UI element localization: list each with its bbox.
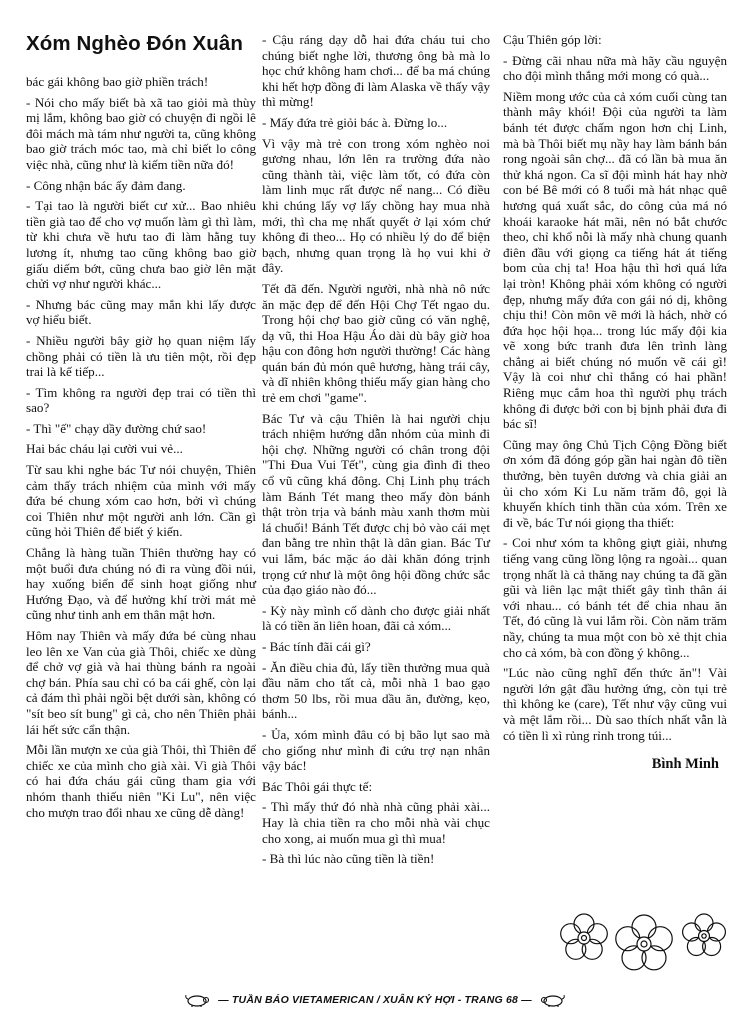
paragraph: - Nhiều người bây giờ họ quan niệm lấy chồng phải có tiền là ưu tiên một, rồi đẹp trai là kế tiếp... bbox=[26, 332, 256, 380]
paragraph: - Công nhận bác ấy đảm đang. bbox=[26, 177, 186, 193]
pig-icon bbox=[184, 993, 210, 1007]
column-1-body bbox=[26, 74, 256, 820]
paragraph: - Thì "ế" chạy dầy đường chứ sao! bbox=[26, 420, 207, 436]
paragraph: Cậu Thiên góp lời: bbox=[503, 32, 602, 47]
paragraph: - Đừng cãi nhau nữa mà hãy cầu nguyện cho đội mình thắng mới mong có quà... bbox=[503, 52, 727, 84]
paragraph: Bác Tư và cậu Thiên là hai người chịu trách nhiệm hướng dẫn nhóm của mình đi hội chợ. Những người có chân trong đội "Thi Đua Vui Tết", cùng gia đình đi theo cổ vũ cũng khá đông. Chị Linh phụ trách làm Bánh Tét mang theo mấy đòn bánh thật tròn trịa và bánh màu xanh thơm mùi lá chuối! Bánh Tết được chị bỏ vào cái mẹt đan bằng tre nhìn thật là dân gian. Bác Tư vui lắm, bác mặc áo dài khăn đóng trịnh trọng cứ như là một ông hội đồng chức sắc của đạo giáo nào đó... bbox=[262, 410, 490, 598]
pig-icon bbox=[540, 993, 566, 1007]
flowers-icon bbox=[558, 898, 728, 978]
column-2 bbox=[262, 32, 490, 872]
paragraph: - Tìm không ra người đẹp trai có tiền thì sao? bbox=[26, 384, 256, 416]
paragraph: Mỗi lần mượn xe của già Thôi, thì Thiên để chiếc xe của mình cho già xài. Vì già Thôi có hai đứa cháu gái cũng tham gia với nhóm thanh thiếu niên "Ki Lu", nên việc cho mượn trao đổi nhau xe cũng dễ dàng! bbox=[26, 742, 256, 820]
paragraph: - Bác tính đãi cái gì? bbox=[262, 638, 371, 654]
column-3-body bbox=[503, 32, 727, 743]
footer-text: — TUẦN BÁO VIETAMERICAN / XUÂN KỶ HỢI - TRANG 68 — bbox=[218, 994, 532, 1006]
paragraph: bác gái không bao giờ phiền trách! bbox=[26, 74, 209, 89]
paragraph: - Nhưng bác cũng may mắn khi lấy được vợ hiểu biết. bbox=[26, 296, 256, 328]
column-2-body bbox=[262, 32, 490, 867]
column-3 bbox=[503, 32, 727, 773]
paragraph: Tết đã đến. Người người, nhà nhà nô nức ăn mặc đẹp để đến Hội Chợ Tết ngao du. Trong hội chợ bao giờ cũng có văn nghệ, dạ vũ, thi Hoa Hậu Áo dài dù bây giờ hoa hậu con đông hơn người thường! Các hàng quán bán đủ món quê hương, hàng trái cây, và dĩ nhiên không thiếu mấy gian hàng cho trẻ em chơi "game". bbox=[262, 280, 490, 406]
paragraph: Cũng may ông Chủ Tịch Cộng Đồng biết ơn xóm đã đóng góp gần hai ngàn đô tiền thưởng, bèn tuyên dương và chia giải an ủi cho xóm Ki Lu năm trăm đô, gọi là khuyến khích tinh thần của xóm. Trên xe đi về, bác Tư nói giọng tha thiết: bbox=[503, 436, 727, 530]
paragraph: Hôm nay Thiên và mấy đứa bé cùng nhau leo lên xe Van của già Thôi, chiếc xe dùng để chở vợ già và hai thùng bánh ra ngoài chợ bán. Phía sau chỉ có ba cái ghế, còn lại cả đám thì phải ngồi bệt dưới sàn, không có "sít beo sít bung" gì cả, cho nên Thiên phải lái hết sức cẩn thận. bbox=[26, 628, 256, 737]
paragraph: - Ăn điều chia đủ, lấy tiền thưởng mua quà đầu năm cho tất cả, mỗi nhà 1 bao gạo thơm 50 lbs, rồi mua dầu ăn, đường, kẹo, bánh... bbox=[262, 659, 490, 722]
article-title: Xóm Nghèo Đón Xuân bbox=[26, 32, 244, 55]
paragraph: "Lúc nào cũng nghĩ đến thức ăn"! Vài người lớn gật đầu hưởng ứng, còn tụi trẻ thì không ke (care), Tết như vậy cũng vui và mệt lắm rồi... Dù sao thích nhất vẫn là có tiền lì xì rủng rỉnh trong túi... bbox=[503, 665, 727, 743]
column-1 bbox=[26, 32, 256, 825]
paragraph: Bác Thôi gái thực tế: bbox=[262, 778, 373, 794]
paragraph: - Tại tao là người biết cư xử... Bao nhiêu tiền già tao để cho vợ muốn làm gì thì làm, từ khi chưa về hưu tao đi làm hằng tuy lương ít, nhưng tao cũng không bao giờ giấu diếm bớt, cũng chưa bao giờ lên mặt chửi vợ như người khác... bbox=[26, 198, 256, 292]
paragraph: - Bà thì lúc nào cũng tiền là tiền! bbox=[262, 851, 435, 867]
paragraph: - Coi như xóm ta không giựt giải, nhưng tiếng vang cũng lồng lộng ra ngoài... quan trọng nhất là cả thăng nay chúng ta đã gần gũi và liên lạc mật thiết gây tình thân ái với nhau... có bánh tét để chia nhau ăn Tết, đó cũng là vui lắm rồi. Còn năm trăm nầy, chúng ta mua một con bò xẻ thịt chia cho cả xóm, bà con đồng ý không... bbox=[503, 535, 727, 660]
paragraph: Chẳng là hàng tuần Thiên thường hay có một buổi đưa chúng nó đi ra vùng đồi núi, hay xuống biển để sinh hoạt giống như Hướng Đạo, và để hưởng khí trời mát mẻ cũng như tinh anh em thân mật hơn. bbox=[26, 545, 256, 623]
paragraph: Từ sau khi nghe bác Tư nói chuyện, Thiên cảm thấy trách nhiệm của mình với mấy đứa bé chung xóm cao hơn, bởi vì chúng coi Thiên như một người anh lớn. Cần gì cũng hỏi Thiên để biết ý kiến. bbox=[26, 462, 256, 540]
paragraph: - Cậu ráng dạy dỗ hai đứa cháu tui cho chúng biết nghe lời, thương ông bà mà lo học chứ không ham chơi... để ba má chúng khi hết hợp đồng đi làm Alaska về thấy vậy thì mừng! bbox=[262, 32, 490, 110]
paragraph: - Nói cho mấy biết bà xã tao giỏi mà thùy mị lắm, không bao giờ có chuyện đi ngồi lê đôi mách mà tám như người ta, cũng không bao giờ trách móc tao, mà chỉ biết lo công việc nhà, cũng như là kiếm tiền nữa đó! bbox=[26, 94, 256, 172]
author-signature: Bình Minh bbox=[651, 756, 719, 773]
page-footer bbox=[0, 991, 750, 1009]
paragraph: Hai bác cháu lại cười vui vẻ... bbox=[26, 441, 183, 457]
paragraph: - Thì mấy thứ đó nhà nhà cũng phải xài... Hay là chia tiền ra cho mỗi nhà vài chục cho xong, ai muốn mua gì thì mua! bbox=[262, 799, 490, 846]
paragraph: - Ủa, xóm mình đâu có bị bão lụt sao mà cho giống như mình đi cứu trợ nạn nhân vậy bác! bbox=[262, 726, 490, 774]
paragraph: - Kỳ này mình cố dành cho được giải nhất là có tiền ăn liên hoan, đãi cả xóm... bbox=[262, 602, 490, 634]
paragraph: - Mấy đứa trẻ giỏi bác à. Đừng lo... bbox=[262, 114, 448, 130]
paragraph: Vì vậy mà trẻ con trong xóm nghèo noi gương nhau, lớn lên ra trường đứa nào cũng thành tài, việc làm tốt, có đứa còn làm linh mục rất được nể nang... Có điều khi chúng lấy vợ lấy chồng hay mua nhà mới, thì cha mẹ nhất quyết ở lại xóm chứ không đi theo... Họ có nhiều lý do để biện bạch, nhưng quan trọng là họ vui khi ở đây. bbox=[262, 135, 490, 276]
paragraph: Niềm mong ước của cả xóm cuối cùng tan thành mây khói! Đội của người ta làm bánh tét được chấm ngon hơn chị Linh, mà bà Thôi biết mụ nầy hay làm bánh bán rong ngoài sân chợ... đã có lần bà mua ăn thử khá ngon. Ca sĩ đội mình hát hay nhờ con bé Bê mới có 8 tuổi mà hát nhạc quê hương quá xuất sắc, do công của má nó khoái karaoke hát mãi, nên nó bắt chước theo, chỉ khổ nỗi là mấy nhà chung quanh điên đầu với giọng ca tiếng hát át tiếng bom của chị ta! Hoa hậu thì hơi quá lứa lại tròn! Không phải xóm không có người đẹp, nhưng mấy đứa con gái nó dị, không chịu thi! Còn môn vẽ mới là hách, nhờ có đứa học hội họa... trong lúc mấy đội kia vẽ xong bức tranh đưa lên trình làng chẳng ai biết chúng nó muốn vẽ cái gì! Vậy là coi như chỉ thắng có hai phần! Riêng mục cắm hoa thì người phụ trách không đi được bởi con bị bịnh phải đưa đi bác sĩ! bbox=[503, 88, 727, 432]
